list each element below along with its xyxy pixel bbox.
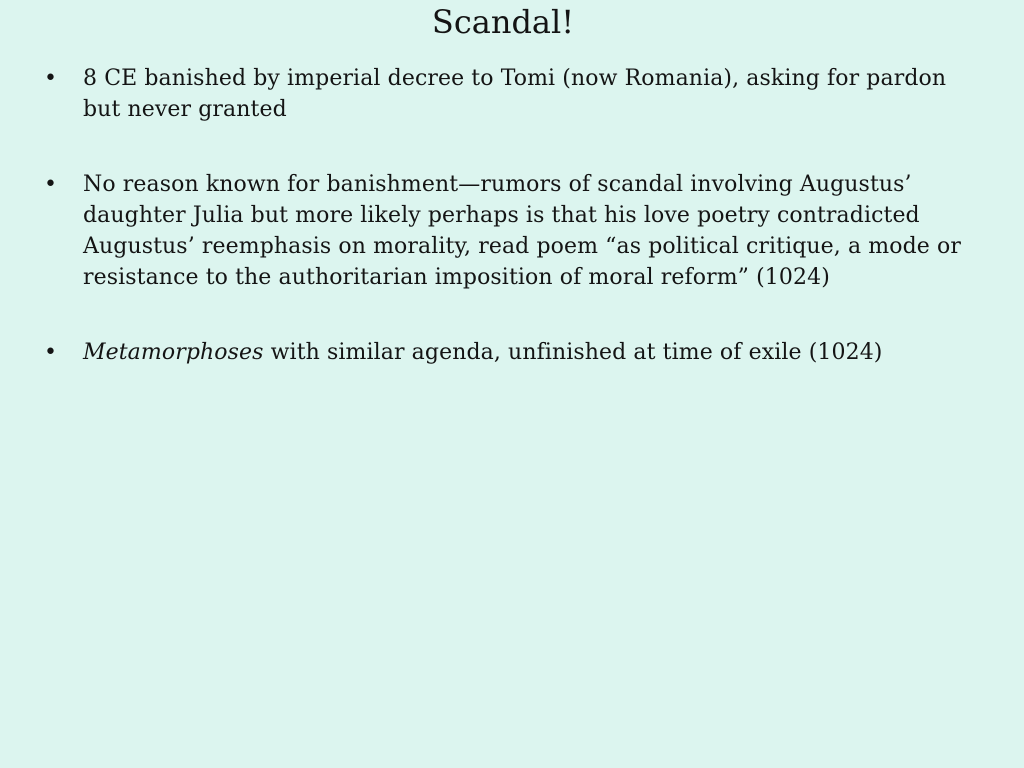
bullet-text: 8 CE banished by imperial decree to Tomi (now Romania), asking for pardon but never granted <box>83 66 947 122</box>
bullet-icon: • <box>44 66 58 91</box>
bullet-italic-title: Metamorphoses <box>83 340 264 365</box>
bullet-item-banishment <box>0 63 1024 125</box>
bullet-icon: • <box>44 172 58 197</box>
bullet-item-metamorphoses <box>0 337 1024 368</box>
bullet-text: No reason known for banishment—rumors of scandal involving Augustus’ daughter Julia but more likely perhaps is that his love poetry contradicted Augustus’ reemphasis on morality, read poem “as political critique, a mode or resistance to the authoritarian imposition of moral reform” (1024) <box>83 172 961 290</box>
slide-title: Scandal! <box>431 3 575 41</box>
bullet-text: with similar agenda, unfinished at time of exile (1024) <box>263 340 883 365</box>
bullet-icon: • <box>44 340 58 365</box>
bullet-item-reason <box>0 169 1024 293</box>
bullet-list <box>0 63 1024 368</box>
